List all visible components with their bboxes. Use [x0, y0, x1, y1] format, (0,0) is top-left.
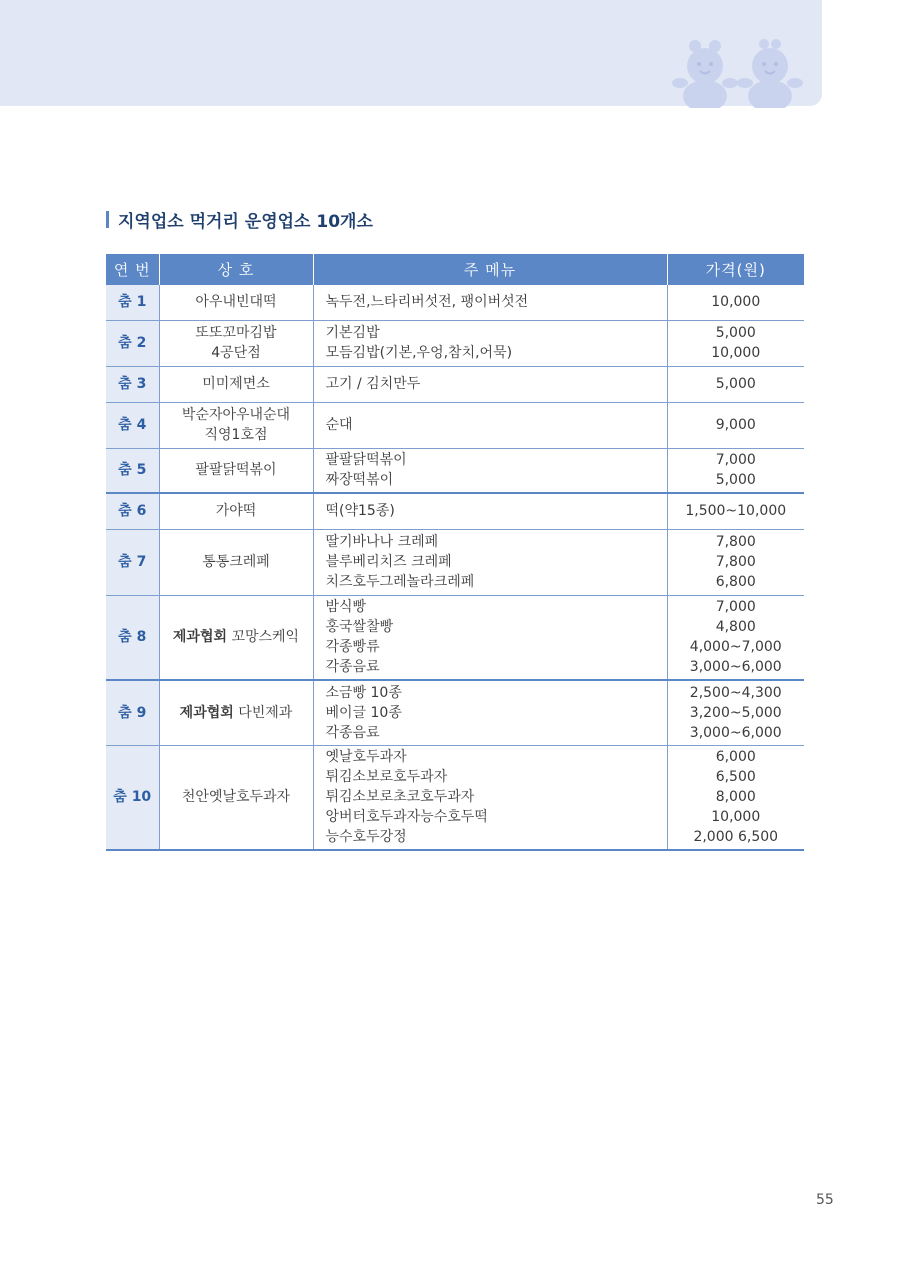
- title-accent-bar: [106, 211, 109, 228]
- table-header-row: [106, 254, 804, 285]
- vendor-table: [106, 254, 804, 851]
- col-header-price: 가격(원): [667, 254, 804, 285]
- row-number: 춤 8: [106, 595, 159, 680]
- vendor-name: 통통크레페: [159, 529, 313, 595]
- row-number: 춤 1: [106, 285, 159, 320]
- menu-items: 순대: [313, 402, 667, 448]
- table-row: [106, 493, 804, 529]
- row-number: 춤 3: [106, 366, 159, 402]
- menu-items: 고기 / 김치만두: [313, 366, 667, 402]
- vendor-name: 미미제면소: [159, 366, 313, 402]
- menu-items: 딸기바나나 크레페 블루베리치즈 크레페 치즈호두그레놀라크레페: [313, 529, 667, 595]
- vendor-name: 제과협회 꼬망스케익: [159, 595, 313, 680]
- prices: 7,000 4,800 4,000~7,000 3,000~6,000: [667, 595, 804, 680]
- table-row: [106, 680, 804, 745]
- prices: 9,000: [667, 402, 804, 448]
- vendor-name: 또또꼬마김밥 4공단점: [159, 320, 313, 366]
- menu-items: 밤식빵 홍국쌀찰빵 각종빵류 각종음료: [313, 595, 667, 680]
- mascot-illustration: [660, 38, 820, 108]
- page-number: 55: [816, 1192, 834, 1208]
- menu-items: 떡(약15종): [313, 493, 667, 529]
- section-title: [106, 208, 373, 230]
- table-row: [106, 285, 804, 320]
- row-number: 춤 2: [106, 320, 159, 366]
- table-row: [106, 448, 804, 493]
- table-row: [106, 320, 804, 366]
- vendor-name: 제과협회 다빈제과: [159, 680, 313, 745]
- vendor-name: 팔팔닭떡볶이: [159, 448, 313, 493]
- prices: 5,000 10,000: [667, 320, 804, 366]
- table-row: [106, 402, 804, 448]
- prices: 10,000: [667, 285, 804, 320]
- section-title-text: 지역업소 먹거리 운영업소 10개소: [118, 211, 373, 232]
- row-number: 춤 9: [106, 680, 159, 745]
- menu-items: 옛날호두과자 튀김소보로호두과자 튀김소보로초코호두과자 앙버터호두과자능수호두떡 능수호두강정: [313, 745, 667, 850]
- prices: 7,000 5,000: [667, 448, 804, 493]
- col-header-name: 상 호: [159, 254, 313, 285]
- table-row: [106, 529, 804, 595]
- table-row: [106, 366, 804, 402]
- prices: 5,000: [667, 366, 804, 402]
- table-row: [106, 745, 804, 850]
- vendor-name: 아우내빈대떡: [159, 285, 313, 320]
- row-number: 춤 4: [106, 402, 159, 448]
- col-header-menu: 주 메뉴: [313, 254, 667, 285]
- menu-items: 녹두전,느타리버섯전, 팽이버섯전: [313, 285, 667, 320]
- row-number: 춤 5: [106, 448, 159, 493]
- table-row: [106, 595, 804, 680]
- menu-items: 팔팔닭떡볶이 짜장떡볶이: [313, 448, 667, 493]
- menu-items: 소금빵 10종 베이글 10종 각종음료: [313, 680, 667, 745]
- vendor-name: 천안옛날호두과자: [159, 745, 313, 850]
- row-number: 춤 6: [106, 493, 159, 529]
- prices: 7,800 7,800 6,800: [667, 529, 804, 595]
- header-band: [0, 0, 822, 106]
- col-header-number: 연 번: [106, 254, 159, 285]
- vendor-name: 가야떡: [159, 493, 313, 529]
- prices: 2,500~4,300 3,200~5,000 3,000~6,000: [667, 680, 804, 745]
- prices: 6,000 6,500 8,000 10,000 2,000 6,500: [667, 745, 804, 850]
- prices: 1,500~10,000: [667, 493, 804, 529]
- vendor-name: 박순자아우내순대 직영1호점: [159, 402, 313, 448]
- row-number: 춤 7: [106, 529, 159, 595]
- row-number: 춤 10: [106, 745, 159, 850]
- menu-items: 기본김밥 모듬김밥(기본,우엉,참치,어묵): [313, 320, 667, 366]
